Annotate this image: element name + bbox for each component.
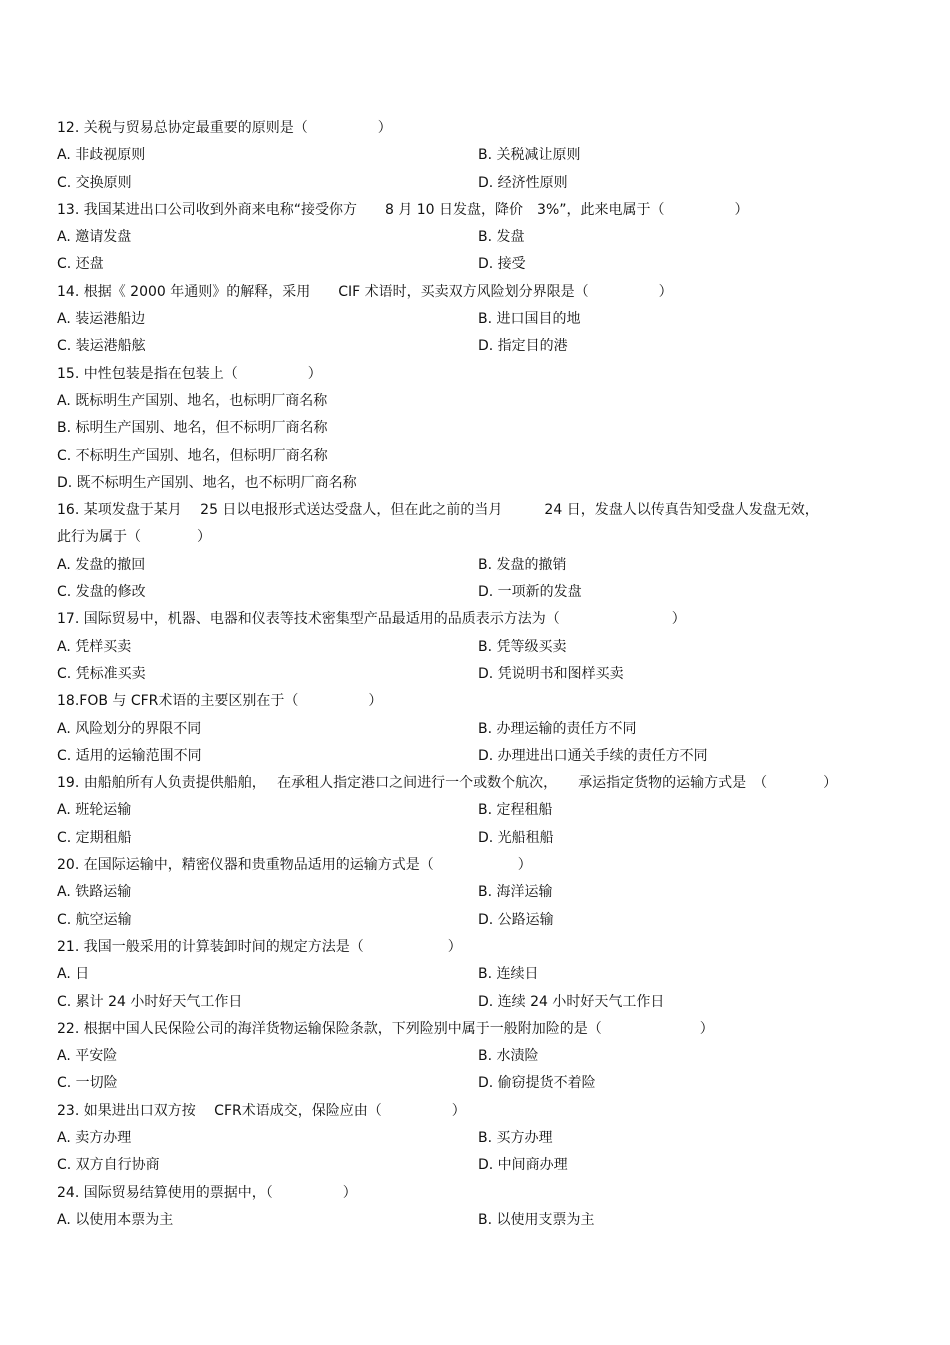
answer-option: B. 水渍险 <box>478 1048 539 1065</box>
option-row <box>57 1207 917 1234</box>
answer-option: A. 凭样买卖 <box>57 638 132 655</box>
answer-option: B. 进口国目的地 <box>478 311 581 328</box>
question-stem: 17. 国际贸易中，机器、电器和仪表等技术密集型产品最适用的品质表示方法为（ ） <box>57 611 686 628</box>
question-block <box>57 115 917 197</box>
option-row <box>57 415 917 442</box>
question-stem: 20. 在国际运输中，精密仪器和贵重物品适用的运输方式是（ ） <box>57 857 532 874</box>
option-row <box>57 1070 917 1097</box>
answer-option: D. 接受 <box>478 256 526 273</box>
answer-option: B. 凭等级买卖 <box>478 638 567 655</box>
answer-option: D. 中间商办理 <box>478 1157 568 1174</box>
option-row <box>57 716 917 743</box>
question-block <box>57 688 917 770</box>
question-stem: 23. 如果进出口双方按 CFR术语成交，保险应由（ ） <box>57 1102 466 1119</box>
answer-option: C. 双方自行协商 <box>57 1157 160 1174</box>
answer-option: B. 关税减让原则 <box>478 147 581 164</box>
question-block <box>57 606 917 688</box>
answer-option: D. 凭说明书和图样买卖 <box>478 665 624 682</box>
option-row <box>57 306 917 333</box>
question-stem: 22. 根据中国人民保险公司的海洋货物运输保险条款，下列险别中属于一般附加险的是（ ） <box>57 1020 714 1037</box>
answer-option: D. 指定目的港 <box>478 338 568 355</box>
answer-option: C. 发盘的修改 <box>57 584 146 601</box>
question-stem: 13. 我国某进出口公司收到外商来电称“接受你方 8 月 10 日发盘，降价 3%”，此来电属于（ ） <box>57 201 749 218</box>
answer-option: A. 以使用本票为主 <box>57 1211 174 1228</box>
answer-option: B. 以使用支票为主 <box>478 1211 595 1228</box>
answer-option: D. 一项新的发盘 <box>478 584 582 601</box>
question-stem: 18.FOB 与 CFR术语的主要区别在于（ ） <box>57 693 383 710</box>
option-row <box>57 743 917 770</box>
question-block <box>57 934 917 1016</box>
option-row <box>57 443 917 470</box>
answer-option: A. 风险划分的界限不同 <box>57 720 202 737</box>
option-row <box>57 552 917 579</box>
question-block <box>57 197 917 279</box>
answer-option: D. 既不标明生产国别、地名，也不标明厂商名称 <box>57 474 357 491</box>
answer-option: B. 办理运输的责任方不同 <box>478 720 637 737</box>
question-block <box>57 361 917 497</box>
answer-option: B. 海洋运输 <box>478 884 553 901</box>
option-row <box>57 1152 917 1179</box>
question-stem: 14. 根据《 2000 年通则》的解释，采用 CIF 术语时，买卖双方风险划分界限是（ ） <box>57 283 673 300</box>
option-row <box>57 333 917 360</box>
answer-option: C. 定期租船 <box>57 829 132 846</box>
answer-option: C. 累计 24 小时好天气工作日 <box>57 993 243 1010</box>
answer-option: C. 适用的运输范围不同 <box>57 747 202 764</box>
option-row <box>57 170 917 197</box>
question-stem: 16. 某项发盘于某月 25 日以电报形式送达受盘人，但在此之前的当月 24 日，发盘人以传真告知受盘人发盘无效， <box>57 502 819 519</box>
answer-option: B. 发盘 <box>478 229 525 246</box>
question-block <box>57 497 917 606</box>
question-block <box>57 1180 917 1235</box>
answer-option: A. 非歧视原则 <box>57 147 146 164</box>
answer-option: C. 一切险 <box>57 1075 118 1092</box>
option-row <box>57 1043 917 1070</box>
question-stem: 12. 关税与贸易总协定最重要的原则是（ ） <box>57 120 392 136</box>
answer-option: C. 交换原则 <box>57 174 132 191</box>
question-stem: 15. 中性包装是指在包装上（ ） <box>57 365 322 382</box>
answer-option: D. 公路运输 <box>478 911 554 928</box>
answer-option: C. 凭标准买卖 <box>57 665 146 682</box>
question-block <box>57 279 917 361</box>
answer-option: A. 邀请发盘 <box>57 229 132 246</box>
question-stem: 19. 由船舶所有人负责提供船舶， 在承租人指定港口之间进行一个或数个航次， 承运指定货物的运输方式是 （ ） <box>57 775 838 792</box>
answer-option: A. 既标明生产国别、地名，也标明厂商名称 <box>57 392 328 409</box>
answer-option: C. 还盘 <box>57 256 104 273</box>
answer-option: A. 班轮运输 <box>57 802 132 819</box>
option-row <box>57 142 917 169</box>
answer-option: D. 光船租船 <box>478 829 554 846</box>
option-row <box>57 661 917 688</box>
question-block <box>57 1098 917 1180</box>
option-row <box>57 251 917 278</box>
answer-option: A. 平安险 <box>57 1048 118 1065</box>
option-row <box>57 1125 917 1152</box>
option-row <box>57 388 917 415</box>
answer-option: A. 铁路运输 <box>57 884 132 901</box>
answer-option: C. 不标明生产国别、地名，但标明厂商名称 <box>57 447 328 464</box>
answer-option: D. 办理进出口通关手续的责任方不同 <box>478 747 708 764</box>
answer-option: B. 连续日 <box>478 966 539 983</box>
answer-option: B. 买方办理 <box>478 1129 553 1146</box>
option-row <box>57 634 917 661</box>
answer-option: A. 卖方办理 <box>57 1129 132 1146</box>
option-row <box>57 825 917 852</box>
answer-option: D. 偷窃提货不着险 <box>478 1075 596 1092</box>
answer-option: D. 连续 24 小时好天气工作日 <box>478 993 665 1010</box>
answer-option: B. 定程租船 <box>478 802 553 819</box>
answer-option: A. 装运港船边 <box>57 311 146 328</box>
question-stem: 此行为属于（ ） <box>57 529 211 546</box>
option-row <box>57 470 917 497</box>
option-row <box>57 879 917 906</box>
answer-option: B. 发盘的撤销 <box>478 556 567 573</box>
answer-option: B. 标明生产国别、地名，但不标明厂商名称 <box>57 420 328 437</box>
option-row <box>57 989 917 1016</box>
answer-option: A. 日 <box>57 966 90 983</box>
answer-option: C. 航空运输 <box>57 911 132 928</box>
question-block <box>57 852 917 934</box>
option-row <box>57 961 917 988</box>
option-row <box>57 797 917 824</box>
option-row <box>57 579 917 606</box>
option-row <box>57 907 917 934</box>
answer-option: C. 装运港船舷 <box>57 338 146 355</box>
answer-option: A. 发盘的撤回 <box>57 556 146 573</box>
question-block <box>57 1016 917 1098</box>
answer-option: D. 经济性原则 <box>478 174 568 191</box>
question-list <box>57 115 917 1234</box>
option-row <box>57 224 917 251</box>
question-stem: 21. 我国一般采用的计算装卸时间的规定方法是（ ） <box>57 938 462 955</box>
question-block <box>57 770 917 852</box>
question-stem: 24. 国际贸易结算使用的票据中，（ ） <box>57 1184 357 1201</box>
